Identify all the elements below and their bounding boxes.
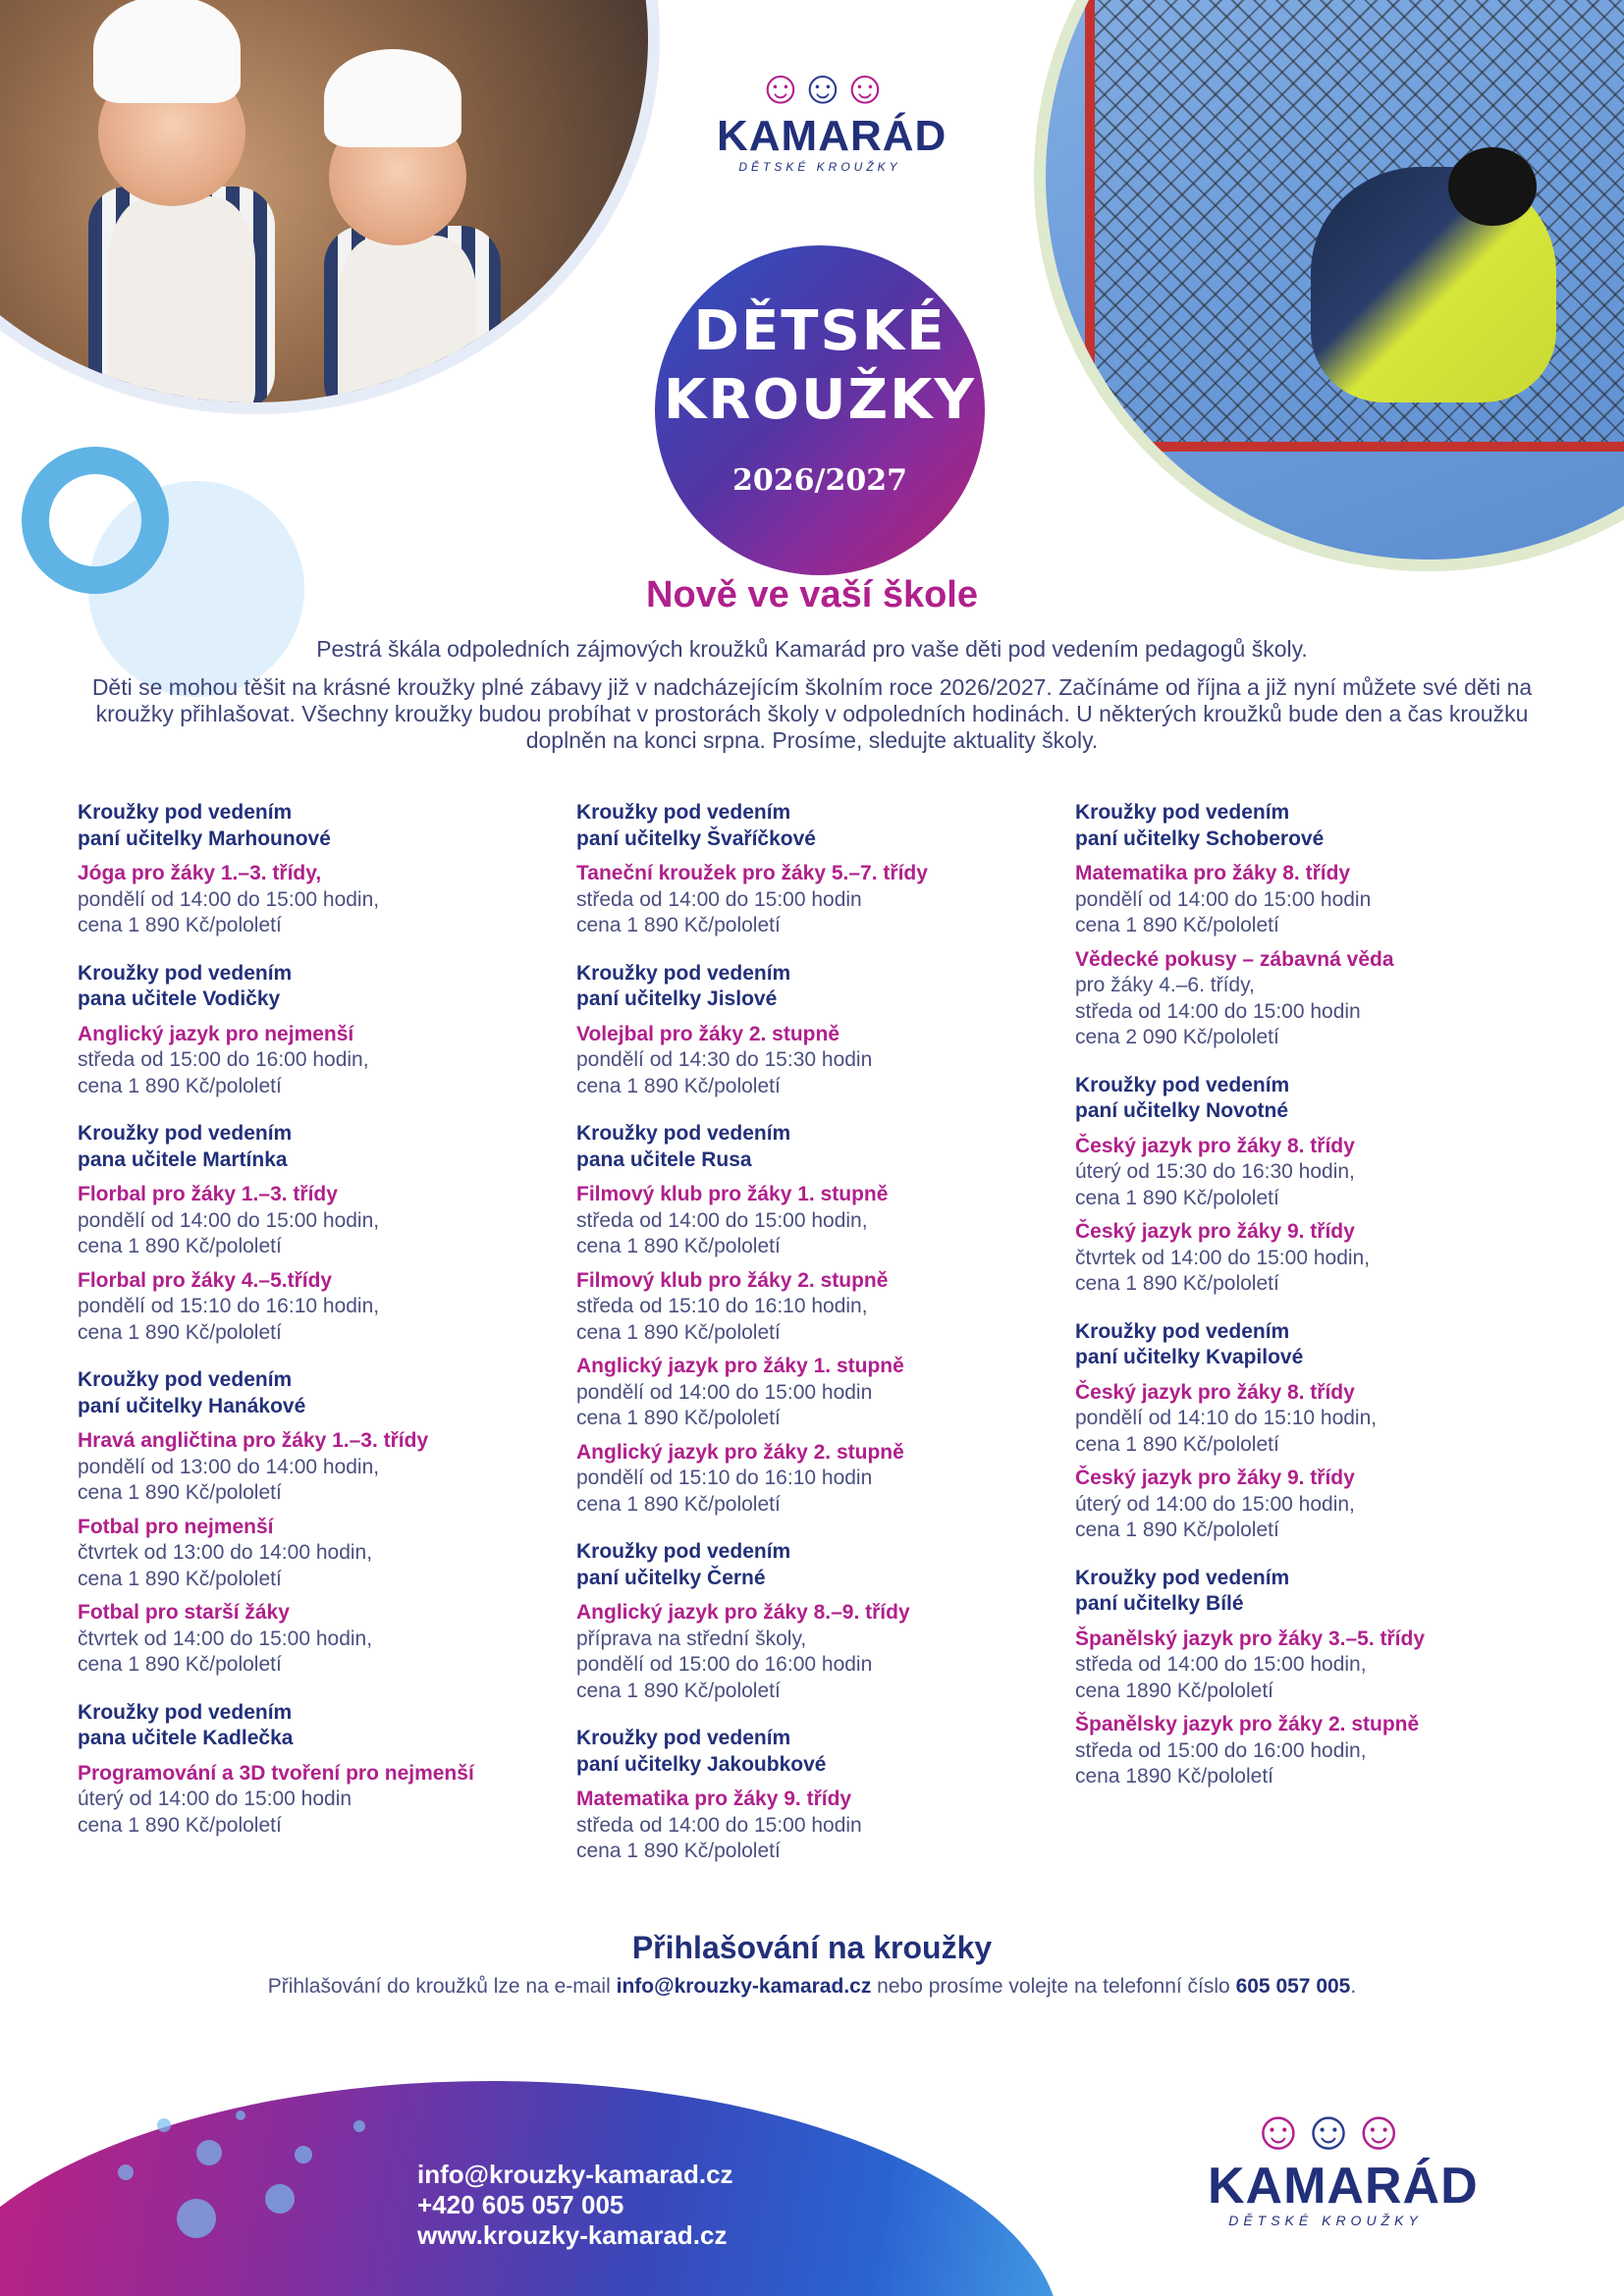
course-detail: pondělí od 14:30 do 15:30 hodin (576, 1048, 873, 1071)
badge-line2: KROUŽKY (663, 368, 977, 432)
course-name: Španělský jazyk pro žáky 3.–5. třídy (1075, 1627, 1426, 1650)
registration-text-after: . (1350, 1975, 1357, 1998)
course-detail: pondělí od 15:10 do 16:10 hodin (576, 1467, 873, 1489)
course-detail: příprava na střední školy, (576, 1627, 807, 1650)
teacher-heading-line: Kroužky pod vedením (1075, 1319, 1290, 1343)
floorball-goalie-photo (1046, 0, 1624, 560)
teacher-heading-line: Kroužky pod vedením (576, 801, 791, 824)
teacher-heading-line: Kroužky pod vedením (576, 1727, 791, 1749)
teacher-heading-line: Kroužky pod vedením (1075, 1566, 1290, 1589)
course-name: Taneční kroužek pro žáky 5.–7. třídy (576, 862, 928, 884)
course-detail: cena 1 890 Kč/pololetí (576, 1235, 781, 1257)
teacher-heading-line: paní učitelky Jakoubkové (576, 1752, 827, 1776)
course-name: Český jazyk pro žáky 9. třídy (1075, 1220, 1355, 1243)
course-detail: cena 1 890 Kč/pololetí (1075, 1432, 1279, 1456)
registration-text-middle: nebo prosíme volejte na telefonní číslo (871, 1975, 1236, 1998)
teacher-group (1075, 1319, 1537, 1544)
teacher-group (78, 800, 539, 939)
course-detail: cena 1 890 Kč/pololetí (576, 1074, 781, 1097)
title-badge (655, 245, 985, 575)
course-name: Fotbal pro nejmenší (78, 1515, 274, 1538)
course-item (78, 1515, 539, 1593)
course-detail: pondělí od 15:00 do 16:00 hodin (576, 1653, 873, 1676)
page-heading: Nově ve vaší škole (646, 574, 978, 615)
column-1 (78, 800, 539, 1860)
teacher-heading-line: paní učitelky Švaříčkové (576, 827, 816, 850)
course-name: Volejbal pro žáky 2. stupně (576, 1022, 840, 1045)
kids-faces-icon: ☺☺☺ (756, 62, 884, 114)
registration-text-before: Přihlašování do kroužků lze na e-mail (267, 1975, 617, 1998)
course-detail: středa od 14:00 do 15:00 hodin (576, 887, 862, 911)
teacher-heading (78, 1367, 539, 1419)
teacher-heading (1075, 1073, 1537, 1125)
course-item (78, 861, 539, 939)
teacher-heading-line: Kroužky pod vedením (78, 801, 293, 824)
teacher-heading-line: pana učitele Rusa (576, 1148, 752, 1171)
intro-paragraph-2: Děti se mohou těšit na krásné kroužky plné zábavy již v nadcházejícím školním roce 2026/2027. Začínáme od října a již nyní můžete své děti na kroužky přihlašovat. Všechny kroužky budou probíhat v prostorách školy v odpoledních hodinách. U některých kroužků bude den a čas kroužku doplněn na konci srpna. Prosíme, sledujte aktuality školy. (91, 674, 1533, 753)
course-name: Matematika pro žáky 8. třídy (1075, 862, 1351, 884)
teacher-group (576, 800, 1038, 939)
teacher-heading (78, 961, 539, 1013)
course-detail: cena 1890 Kč/pololetí (1075, 1765, 1273, 1788)
course-detail: pondělí od 15:10 do 16:10 hodin, (78, 1295, 380, 1317)
teacher-heading-line: paní učitelky Černé (576, 1566, 766, 1589)
teacher-heading (576, 1121, 1038, 1173)
course-detail: cena 1 890 Kč/pololetí (576, 914, 781, 936)
course-name: Český jazyk pro žáky 8. třídy (1075, 1380, 1355, 1404)
registration-email-link[interactable]: info@krouzky-kamarad.cz (616, 1975, 872, 1998)
course-detail: cena 1 890 Kč/pololetí (78, 914, 282, 936)
course-item (576, 1268, 1038, 1347)
teacher-group (576, 1726, 1038, 1865)
teacher-group (576, 1121, 1038, 1518)
registration-text (0, 1975, 1624, 1999)
logo-brand: KAMARÁD (1208, 2158, 1479, 2215)
course-item (576, 1600, 1038, 1704)
column-3 (1075, 800, 1537, 1812)
course-item (576, 861, 1038, 939)
teacher-heading-line: Kroužky pod vedením (576, 1540, 791, 1563)
course-detail: cena 1 890 Kč/pololetí (78, 1320, 282, 1344)
teacher-group (576, 961, 1038, 1100)
course-detail: cena 1 890 Kč/pololetí (78, 1567, 282, 1590)
course-name: Filmový klub pro žáky 2. stupně (576, 1268, 889, 1292)
course-item (1075, 1219, 1537, 1298)
decorative-ring (22, 447, 169, 594)
teacher-heading-line: paní učitelky Bílé (1075, 1592, 1244, 1615)
bubble-decoration (177, 2199, 216, 2238)
course-detail: úterý od 14:00 do 15:00 hodin (78, 1788, 352, 1810)
teacher-heading-line: paní učitelky Kvapilové (1075, 1346, 1304, 1368)
bubble-decoration (353, 2120, 365, 2132)
course-item (78, 1761, 539, 1840)
course-detail: cena 1 890 Kč/pololetí (78, 1481, 282, 1504)
course-item (1075, 1466, 1537, 1544)
teacher-heading (576, 961, 1038, 1013)
teacher-heading (78, 1121, 539, 1173)
course-detail: středa od 15:00 do 16:00 hodin, (1075, 1738, 1367, 1762)
teacher-group (78, 1367, 539, 1679)
course-detail: cena 1 890 Kč/pololetí (78, 1235, 282, 1257)
teacher-heading (78, 1700, 539, 1752)
kids-faces-icon: ☺☺☺ (1250, 2099, 1401, 2161)
course-name: Anglický jazyk pro nejmenší (78, 1022, 354, 1045)
course-item (576, 1787, 1038, 1865)
kids-cooking-photo (0, 0, 648, 402)
course-detail: čtvrtek od 14:00 do 15:00 hodin, (1075, 1246, 1371, 1269)
course-name: Španělsky jazyk pro žáky 2. stupně (1075, 1713, 1420, 1735)
course-detail: cena 1 890 Kč/pololetí (1075, 914, 1279, 936)
bubble-decoration (236, 2110, 245, 2120)
teacher-heading-line: paní učitelky Schoberové (1075, 827, 1325, 850)
course-item (1075, 1712, 1537, 1790)
course-item (576, 1440, 1038, 1519)
bubble-decoration (265, 2184, 295, 2214)
footer-contacts (417, 2160, 733, 2251)
course-detail: čtvrtek od 13:00 do 14:00 hodin, (78, 1541, 373, 1564)
course-detail: středa od 14:00 do 15:00 hodin (1075, 999, 1361, 1023)
teacher-heading-line: Kroužky pod vedením (78, 1122, 293, 1145)
course-detail: pondělí od 14:00 do 15:00 hodin, (78, 887, 380, 911)
course-name: Matematika pro žáky 9. třídy (576, 1788, 852, 1810)
course-detail: cena 1 890 Kč/pololetí (1075, 1272, 1279, 1295)
teacher-heading-line: Kroužky pod vedením (78, 1368, 293, 1391)
course-name: Filmový klub pro žáky 1. stupně (576, 1183, 889, 1205)
registration-title: Přihlašování na kroužky (631, 1930, 993, 1965)
teacher-group (1075, 800, 1537, 1051)
column-2 (576, 800, 1038, 1887)
teacher-heading-line: paní učitelky Jislové (576, 988, 778, 1010)
teacher-heading (1075, 800, 1537, 852)
intro-text (88, 636, 1536, 766)
intro-paragraph-1: Pestrá škála odpoledních zájmových kroužků Kamarád pro vaše děti pod vedením pedagogů školy. (316, 636, 1308, 662)
teacher-heading (576, 1726, 1038, 1778)
course-name: Anglický jazyk pro žáky 8.–9. třídy (576, 1601, 910, 1624)
badge-year: 2026/2027 (732, 463, 907, 498)
logo-brand: KAMARÁD (717, 112, 947, 160)
teacher-group (1075, 1566, 1537, 1790)
course-detail: čtvrtek od 14:00 do 15:00 hodin, (78, 1627, 373, 1650)
course-detail: středa od 14:00 do 15:00 hodin, (1075, 1653, 1367, 1676)
teacher-group (78, 1121, 539, 1346)
course-name: Jóga pro žáky 1.–3. třídy, (78, 862, 322, 884)
teacher-heading-line: Kroužky pod vedením (1075, 801, 1290, 824)
teacher-group (78, 961, 539, 1100)
course-detail: středa od 14:00 do 15:00 hodin, (576, 1208, 868, 1232)
kamarad-logo (717, 62, 947, 174)
course-item (78, 1022, 539, 1100)
course-detail: cena 1 890 Kč/pololetí (576, 1407, 781, 1429)
course-name: Český jazyk pro žáky 9. třídy (1075, 1467, 1355, 1489)
teacher-heading-line: paní učitelky Novotné (1075, 1099, 1289, 1122)
course-detail: cena 1 890 Kč/pololetí (78, 1813, 282, 1837)
course-detail: cena 1 890 Kč/pololetí (78, 1074, 282, 1097)
course-detail: cena 1 890 Kč/pololetí (1075, 1519, 1279, 1541)
course-detail: úterý od 15:30 do 16:30 hodin, (1075, 1160, 1355, 1183)
teacher-group (576, 1539, 1038, 1704)
teacher-heading-line: Kroužky pod vedením (576, 961, 791, 985)
course-detail: středa od 14:00 do 15:00 hodin (576, 1813, 862, 1837)
footer-web-link[interactable]: www.krouzky-kamarad.cz (417, 2220, 728, 2250)
course-name: Florbal pro žáky 4.–5.třídy (78, 1268, 333, 1292)
course-detail: cena 1 890 Kč/pololetí (576, 1492, 781, 1516)
bubble-decoration (196, 2140, 222, 2165)
course-detail: cena 1 890 Kč/pololetí (1075, 1186, 1279, 1209)
teacher-group (1075, 1073, 1537, 1298)
course-detail: pondělí od 14:00 do 15:00 hodin, (78, 1208, 380, 1232)
course-item (1075, 947, 1537, 1051)
course-detail: pondělí od 13:00 do 14:00 hodin, (78, 1455, 380, 1478)
course-name: Florbal pro žáky 1.–3. třídy (78, 1183, 338, 1205)
teacher-heading-line: pana učitele Kadlečka (78, 1727, 294, 1749)
course-item (78, 1428, 539, 1507)
course-item (78, 1182, 539, 1260)
course-name: Anglický jazyk pro žáky 1. stupně (576, 1355, 904, 1377)
course-name: Fotbal pro starší žáky (78, 1601, 290, 1624)
course-item (576, 1354, 1038, 1432)
teacher-heading (576, 800, 1038, 852)
course-detail: cena 2 090 Kč/pololetí (1075, 1026, 1279, 1048)
teacher-heading-line: pana učitele Vodičky (78, 988, 281, 1010)
bubble-decoration (157, 2118, 171, 2132)
course-item (1075, 1627, 1537, 1705)
course-detail: cena 1890 Kč/pololetí (1075, 1679, 1273, 1702)
teacher-heading (1075, 1319, 1537, 1371)
course-detail: cena 1 890 Kč/pololetí (576, 1679, 781, 1702)
course-detail: středa od 15:00 do 16:00 hodin, (78, 1048, 369, 1071)
teacher-heading-line: Kroužky pod vedením (78, 961, 293, 985)
teacher-heading-line: Kroužky pod vedením (576, 1122, 791, 1145)
teacher-heading-line: Kroužky pod vedením (1075, 1073, 1290, 1096)
course-name: Český jazyk pro žáky 8. třídy (1075, 1134, 1355, 1157)
course-item (1075, 861, 1537, 939)
course-name: Anglický jazyk pro žáky 2. stupně (576, 1440, 904, 1464)
teacher-heading (1075, 1566, 1537, 1618)
course-detail: pondělí od 14:10 do 15:10 hodin, (1075, 1407, 1378, 1429)
course-item (1075, 1134, 1537, 1212)
footer-email-link[interactable]: info@krouzky-kamarad.cz (417, 2160, 733, 2189)
teacher-heading-line: paní učitelky Hanákové (78, 1394, 306, 1417)
course-detail: středa od 15:10 do 16:10 hodin, (576, 1295, 868, 1317)
bubble-decoration (295, 2146, 312, 2163)
footer-phone[interactable]: +420 605 057 005 (417, 2190, 624, 2219)
course-name: Hravá angličtina pro žáky 1.–3. třídy (78, 1429, 429, 1452)
course-name: Programování a 3D tvoření pro nejmenší (78, 1761, 474, 1785)
course-detail: cena 1 890 Kč/pololetí (78, 1653, 282, 1676)
course-detail: cena 1 890 Kč/pololetí (576, 1840, 781, 1862)
course-item (78, 1268, 539, 1347)
logo-tagline: DĚTSKÉ KROUŽKY (1228, 2213, 1423, 2228)
course-item (576, 1182, 1038, 1260)
logo-tagline: DĚTSKÉ KROUŽKY (738, 160, 901, 174)
course-name: Vědecké pokusy – zábavná věda (1075, 947, 1394, 971)
course-detail: pro žáky 4.–6. třídy, (1075, 974, 1255, 996)
course-detail: pondělí od 14:00 do 15:00 hodin (1075, 887, 1372, 911)
badge-line1: DĚTSKÉ (693, 299, 947, 363)
teacher-heading (576, 1539, 1038, 1591)
teacher-heading-line: paní učitelky Marhounové (78, 827, 331, 850)
registration-phone[interactable]: 605 057 005 (1235, 1975, 1351, 1998)
course-detail: cena 1 890 Kč/pololetí (576, 1320, 781, 1344)
teacher-heading-line: pana učitele Martínka (78, 1148, 288, 1171)
kamarad-logo-footer (1208, 2099, 1479, 2228)
teacher-heading (78, 800, 539, 852)
teacher-group (78, 1700, 539, 1840)
course-item (576, 1022, 1038, 1100)
course-detail: úterý od 14:00 do 15:00 hodin, (1075, 1492, 1355, 1516)
bubble-decoration (118, 2164, 134, 2180)
course-item (1075, 1380, 1537, 1459)
course-item (78, 1600, 539, 1679)
teacher-heading-line: Kroužky pod vedením (78, 1700, 293, 1724)
course-detail: pondělí od 14:00 do 15:00 hodin (576, 1380, 873, 1404)
